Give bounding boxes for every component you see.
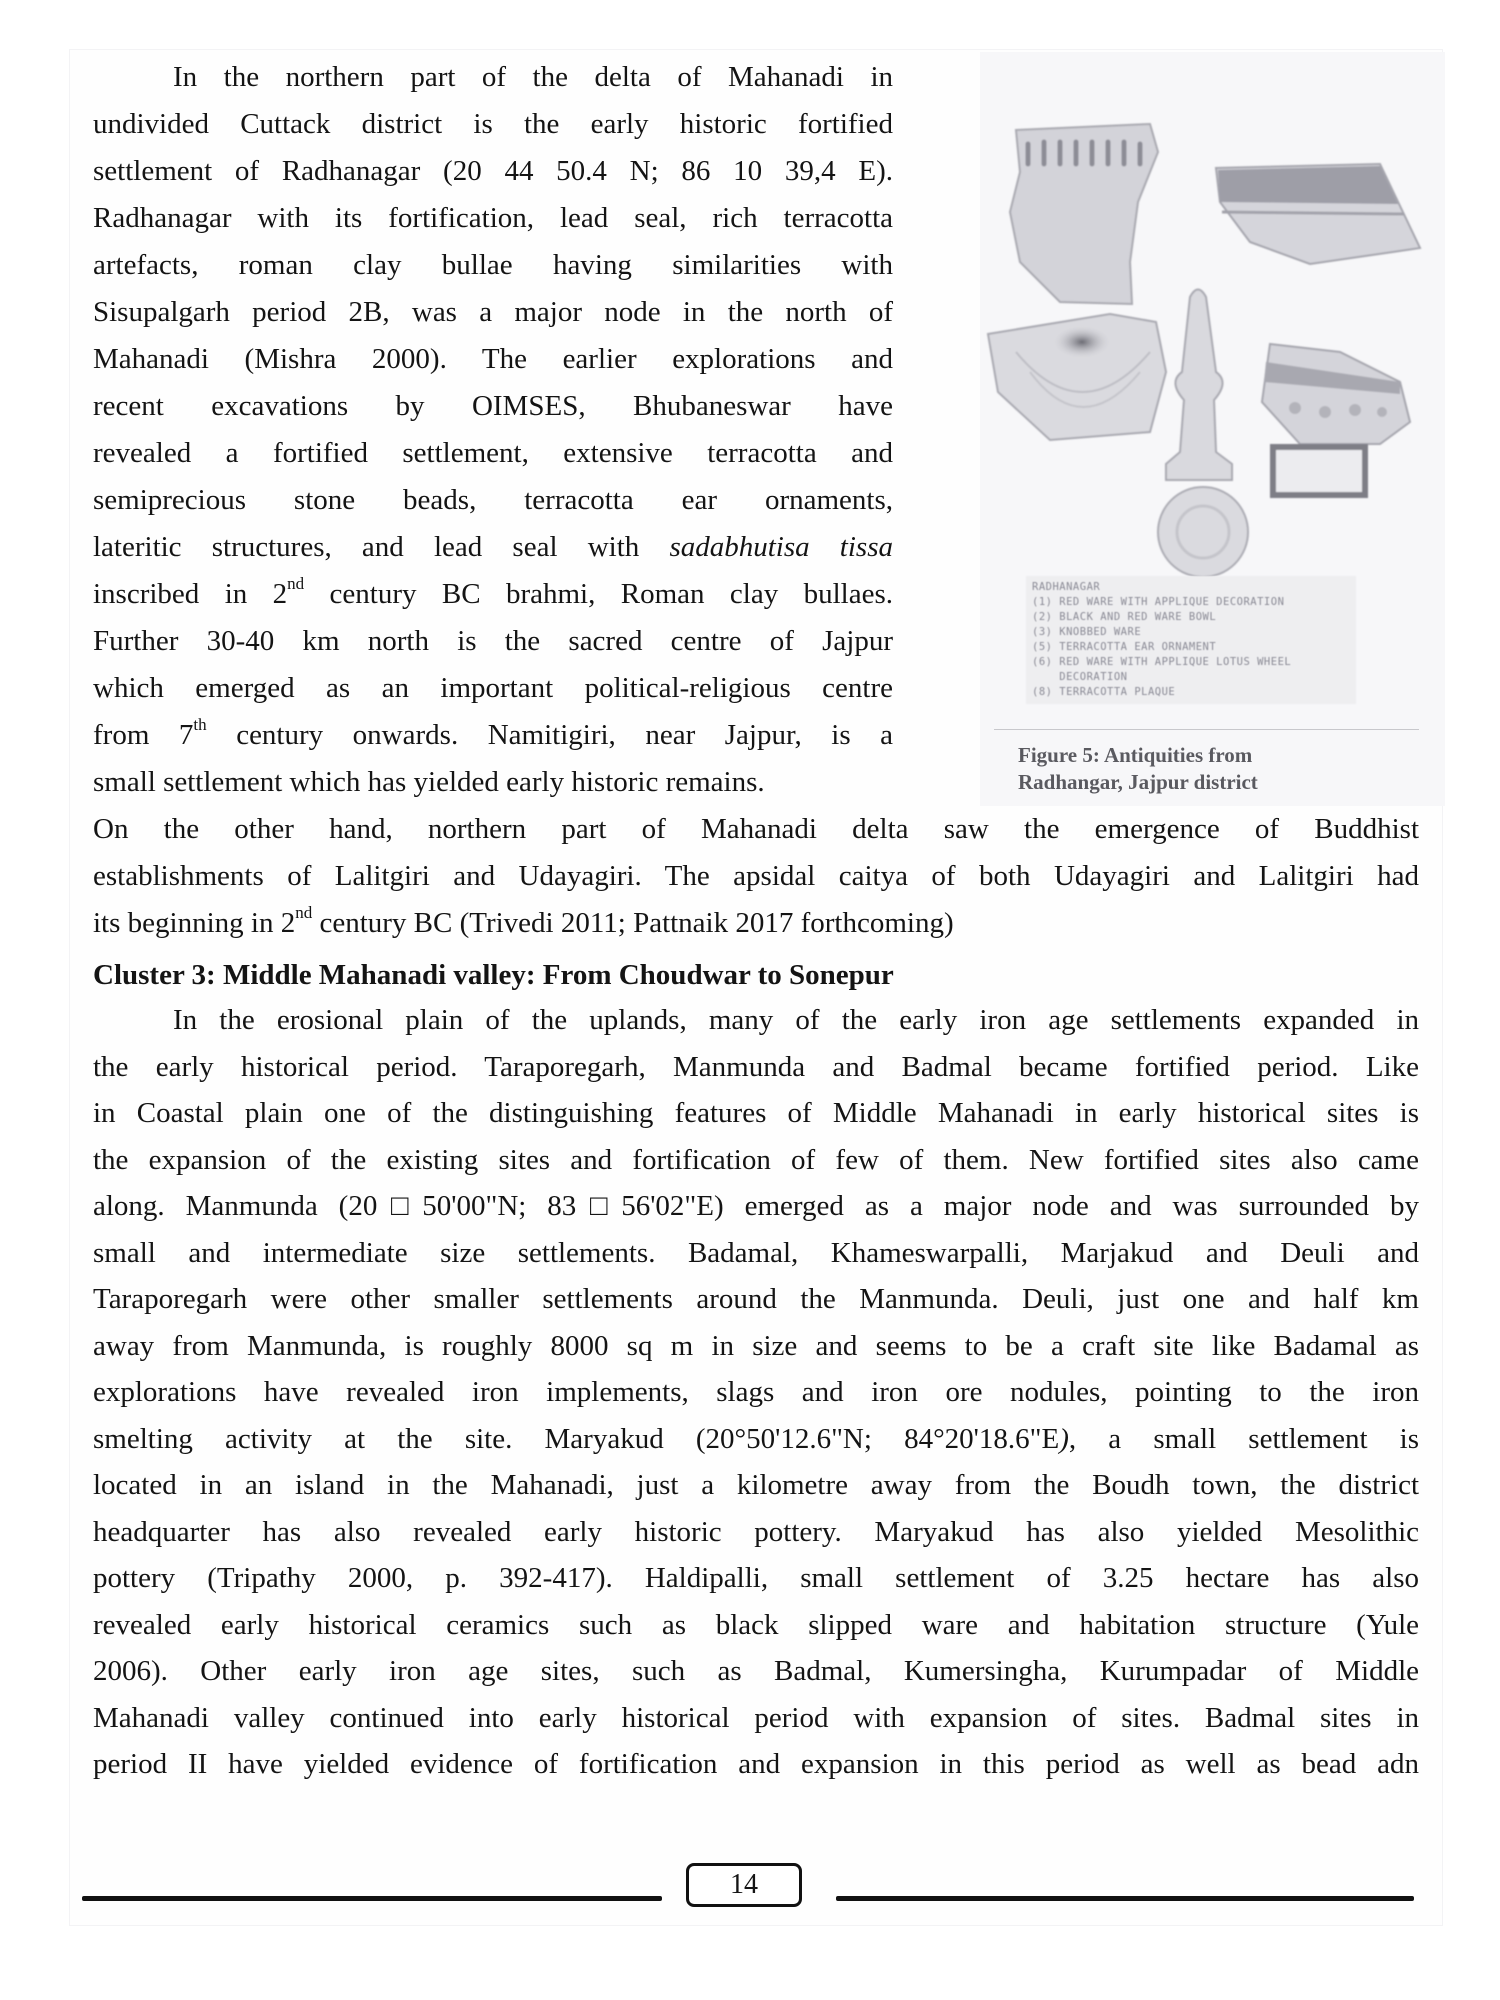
line-text: small and intermediate size settlements. Badamal, Khameswarpalli, Marjakud and Deuli and: [93, 1236, 1419, 1269]
figure-legend-line: RADHANAGAR: [1032, 581, 1101, 593]
line-text: Taraporegarh were other smaller settlements around the Manmunda. Deuli, just one and half km: [93, 1283, 1419, 1315]
footer-rule-right: [836, 1896, 1414, 1901]
line-text: century BC brahmi, Roman clay bullaes.: [304, 578, 893, 610]
line-text: inscribed in 2: [93, 578, 288, 610]
line-text: , a small settlement is: [1068, 1422, 1419, 1455]
lotus-applique-sherd-icon: [1262, 344, 1410, 444]
line-text: 2006). Other early iron age sites, such as Badmal, Kumersingha, Kurumpadar of Middle: [93, 1655, 1419, 1687]
terracotta-plaque-icon: [1273, 447, 1365, 495]
line-text: revealed a fortified settlement, extensive terracotta and: [93, 437, 893, 469]
figure-legend-box: [1026, 576, 1356, 704]
line-text: century onwards. Namitigiri, near Jajpur, is a: [206, 719, 894, 751]
line-text: the expansion of the existing sites and fortification of few of them. New fortified sites also came: [93, 1143, 1419, 1176]
text-line: [93, 1468, 1419, 1502]
text-line: [93, 765, 893, 799]
text-line: [93, 295, 893, 329]
text-line: [93, 483, 893, 517]
caption-line: Figure 5: Antiquities from: [1018, 743, 1253, 767]
figure-5: [980, 52, 1445, 806]
line-text: Sisupalgarh period 2B, was a major node in the north of: [93, 296, 893, 328]
line-text: pottery (Tripathy 2000, p. 392-417). Haldipalli, small settlement of 3.25 hectare has also: [93, 1562, 1419, 1594]
text-line: [93, 1422, 1419, 1456]
text-line: [93, 1003, 1419, 1037]
line-text: which emerged as an important political-religious centre: [93, 672, 893, 704]
text-line: [93, 60, 893, 94]
text-line: [93, 248, 893, 282]
text-line: [93, 1515, 1419, 1549]
line-text: In the northern part of the delta of Mahanadi in: [173, 61, 893, 93]
text-line: [93, 1701, 1419, 1735]
line-text: smelting activity at the site. Maryakud (20°50'12.6"N; 84°20'18.6"E: [93, 1422, 1060, 1455]
text-line: [93, 1282, 1419, 1316]
line-text: explorations have revealed iron implements, slags and iron ore nodules, pointing to the iron: [93, 1376, 1419, 1408]
text-line: [93, 107, 893, 141]
line-text: establishments of Lalitgiri and Udayagiri. The apsidal caitya of both Udayagiri and Lalitgiri had: [93, 860, 1419, 892]
line-text: along. Manmunda (20□50'00"N; 83□56'02"E) emerged as a major node and was surrounded by: [93, 1190, 1419, 1222]
ordinal-superscript: th: [193, 715, 207, 735]
text-line: [93, 671, 893, 705]
line-text: period II have yielded evidence of fortification and expansion in this period as well as bead adn: [93, 1748, 1419, 1780]
text-line: [93, 715, 894, 752]
text-line: [93, 1050, 1419, 1084]
line-text: revealed early historical ceramics such as black slipped ware and habitation structure (Yule: [93, 1608, 1419, 1641]
line-text: Radhanagar with its fortification, lead seal, rich terracotta: [93, 202, 893, 234]
line-text: away from Manmunda, is roughly 8000 sq m in size and seems to be a craft site like Badamal as: [93, 1329, 1419, 1362]
text-line: [93, 624, 893, 658]
line-text: In the erosional plain of the uplands, many of the early iron age settlements expanded in: [173, 1004, 1419, 1036]
line-text: century BC (Trivedi 2011; Pattnaik 2017 forthcoming): [312, 907, 954, 939]
line-text: semiprecious stone beads, terracotta ear ornaments,: [93, 484, 893, 516]
text-line: [93, 1608, 1419, 1642]
line-text: from 7: [93, 719, 194, 751]
text-line: [93, 530, 893, 564]
text-line: [93, 1329, 1419, 1363]
figure-separator: [994, 729, 1419, 730]
text-line: [93, 1096, 1419, 1130]
figure-legend-line: (5) TERRACOTTA EAR ORNAMENT: [1032, 641, 1217, 653]
text-line: [93, 389, 893, 423]
text-line: [93, 342, 893, 376]
line-text: in Coastal plain one of the distinguishing features of Middle Mahanadi in early historical sites is: [93, 1097, 1419, 1129]
line-text: artefacts, roman clay bullae having similarities with: [93, 249, 893, 281]
red-ware-sherd-icon: [1010, 124, 1158, 304]
line-text: Further 30-40 km north is the sacred centre of Jajpur: [93, 625, 893, 657]
line-text: headquarter has also revealed early historic pottery. Maryakud has also yielded Mesolithic: [93, 1515, 1419, 1548]
section-heading: Cluster 3: Middle Mahanadi valley: From Choudwar to Sonepur: [93, 959, 894, 991]
text-line: [93, 1236, 1419, 1270]
line-text: Mahanadi valley continued into early historical period with expansion of sites. Badmal sites in: [93, 1701, 1419, 1734]
footer-rule-left: [82, 1896, 662, 1901]
line-text: small settlement which has yielded early historic remains.: [93, 766, 765, 798]
line-text: On the other hand, northern part of Mahanadi delta saw the emergence of Buddhist: [93, 813, 1419, 845]
figure-legend-line: (2) BLACK AND RED WARE BOWL: [1032, 611, 1217, 623]
figure-caption: [1018, 742, 1258, 796]
text-line: [93, 1654, 1419, 1688]
text-line: [93, 154, 893, 188]
italic-text: sadabhutisa tissa: [669, 531, 893, 563]
text-line: [93, 1375, 1419, 1409]
text-line: [93, 1747, 1419, 1781]
text-line: [93, 859, 1419, 893]
line-text: undivided Cuttack district is the early historic fortified: [93, 108, 893, 140]
ordinal-superscript: nd: [295, 903, 313, 923]
line-text: Mahanadi (Mishra 2000). The earlier explorations and: [93, 343, 893, 375]
line-text: located in an island in the Mahanadi, just a kilometre away from the Boudh town, the district: [93, 1469, 1419, 1501]
figure-legend-line: DECORATION: [1032, 671, 1128, 683]
line-text: recent excavations by OIMSES, Bhubaneswar have: [93, 390, 893, 422]
ordinal-superscript: nd: [287, 574, 305, 594]
figure-legend-line: (3) KNOBBED WARE: [1032, 626, 1142, 638]
terracotta-disc-icon: [1158, 487, 1248, 577]
text-line: [93, 436, 893, 470]
text-line: [93, 574, 893, 611]
text-line: [93, 1143, 1419, 1177]
figure-legend-line: (8) TERRACOTTA PLAQUE: [1032, 686, 1176, 698]
ear-ornament-icon: [1166, 290, 1232, 481]
text-line: [93, 903, 1419, 940]
line-text: settlement of Radhanagar (20 44 50.4 N; 86 10 39,4 E).: [93, 155, 893, 187]
page-number: 14: [686, 1863, 802, 1907]
italic-text: ): [1059, 1422, 1069, 1455]
text-line: [93, 1561, 1419, 1595]
text-line: [93, 1189, 1419, 1223]
line-text: the early historical period. Taraporegarh, Manmunda and Badmal became fortified period. Like: [93, 1050, 1419, 1083]
caption-line: Radhangar, Jajpur district: [1018, 770, 1258, 794]
figure-legend-line: (1) RED WARE WITH APPLIQUE DECORATION: [1032, 596, 1285, 608]
figure-legend-line: (6) RED WARE WITH APPLIQUE LOTUS WHEEL: [1032, 656, 1292, 668]
line-text: lateritic structures, and lead seal with: [93, 531, 670, 563]
line-text: its beginning in 2: [93, 907, 296, 939]
text-line: [93, 201, 893, 235]
text-line: [93, 812, 1419, 846]
